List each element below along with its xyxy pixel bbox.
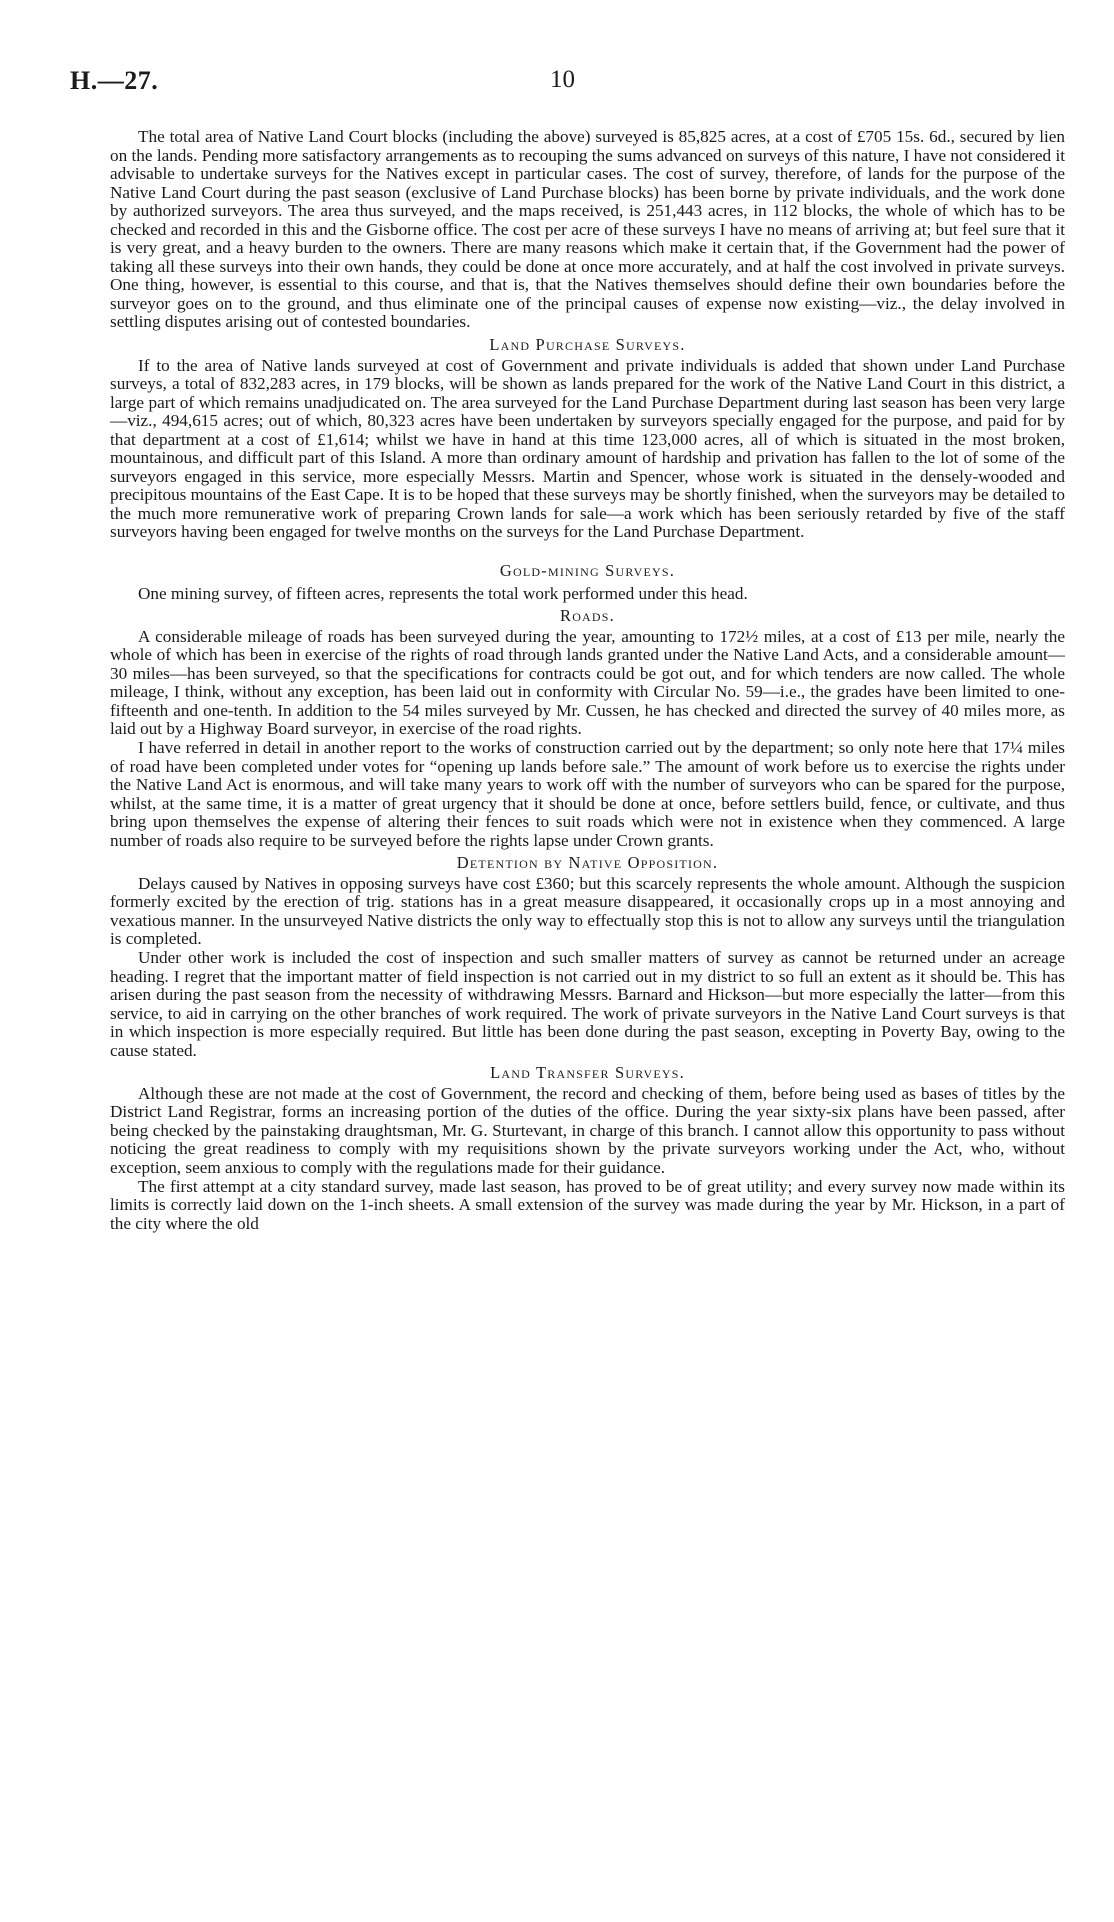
heading-roads: Roads. bbox=[559, 606, 615, 626]
paragraph-native-land-court: The total area of Native Land Court blocks (including the above) surveyed is 85,825 acres, at a cost of £705 15s. 6d., secured by lien on the lands. Pending more satisfactory arrangements as to recouping the sums advanced on surveys of this nature, I have not considered it advisable to undertake surveys for the Natives except in particular cases. The cost of survey, therefore, of lands for the purpose of the Native Land Court during the past season (exclusive of Land Purchase blocks) has been borne by private individuals, and the work done by authorized surveyors. The area thus surveyed, and the maps received, is 251,443 acres, in 112 blocks, the whole of which has to be checked and recorded in this and the Gisborne office. The cost per acre of these surveys I have no means of arriving at; but feel sure that it is very great, and a heavy burden to the owners. There are many reasons which make it certain that, if the Government had the power of taking all these surveys into their own hands, they could be done at once more accurately, and at half the cost involved in private surveys. One thing, however, is essential to this course, and that is, that the Natives themselves should define their own boundaries before the surveyor goes on to the ground, and thus eliminate one of the principal causes of expense now existing—viz., the delay involved in settling disputes arising out of contested boundaries. bbox=[110, 127, 1065, 332]
heading-land-transfer-surveys: Land Transfer Surveys. bbox=[490, 1063, 685, 1083]
page-number: 10 bbox=[550, 66, 575, 93]
paragraph-land-purchase: If to the area of Native lands surveyed at cost of Government and private individuals is added that shown under Land Purchase surveys, a total of 832,283 acres, in 179 blocks, will be shown as lands prepared for the work of the Native Land Court in this district, a large part of which remains unadjudicated on. The area surveyed for the Land Purchase Department during last season has been very large—viz., 494,615 acres; out of which, 80,323 acres have been undertaken by surveyors specially engaged for the purpose, and paid for by that department at a cost of £1,614; whilst we have in hand at this time 123,000 acres, all of which is situated in the most broken, mountainous, and difficult part of this Island. A more than ordinary amount of hardship and privation has fallen to the lot of some of the surveyors engaged in this service, more especially Messrs. Martin and Spencer, whose work is situated in the densely-wooded and precipitous mountains of the East Cape. It is to be hoped that these surveys may be shortly finished, when the surveyors may be detailed to the much more remunerative work of preparing Crown lands for sale—a work which has been seriously retarded by five of the staff surveyors having been engaged for twelve months on the surveys for the Land Purchase Department. bbox=[110, 355, 1065, 542]
paragraph-roads-construction: I have referred in detail in another report to the works of construction carried out by the department; so only note here that 17¼ miles of road have been completed under votes for “opening up lands before sale.” The amount of work before us to exercise the rights under the Native Land Act is enormous, and will take many years to work off with the number of surveyors who can be spared for the purpose, whilst, at the same time, it is a matter of great urgency that it should be done at once, before settlers build, fence, or cultivate, and thus bring upon themselves the expense of altering their fences to suit roads which were not in existence when they commenced. A large number of roads also require to be surveyed before the rights lapse under Crown grants. bbox=[110, 737, 1065, 850]
paragraph-land-transfer: Although these are not made at the cost of Government, the record and checking of them, before being used as bases of titles by the District Land Registrar, forms an increasing portion of the duties of the office. During the year sixty-six plans have been passed, after being checked by the painstaking draughtsman, Mr. G. Sturtevant, in charge of this branch. I cannot allow this opportunity to pass without noticing the great readiness to comply with my requisitions shown by the private surveyors working under the Act, who, without exception, seem anxious to comply with the regulations made for their guidance. bbox=[110, 1083, 1065, 1177]
heading-detention-by-native-opposition: Detention by Native Opposition. bbox=[456, 853, 719, 873]
paragraph-other-work: Under other work is included the cost of inspection and such smaller matters of survey as cannot be returned under an acreage heading. I regret that the important matter of field inspection is not carried out in my district to so full an extent as it should be. This has arisen during the past season from the necessity of withdrawing Messrs. Barnard and Hickson—but more especially the latter—from this service, to aid in carrying on the other branches of work required. The work of private surveyors in the Native Land Court surveys is that in which inspection is more especially required. But little has been done during the past season, excepting in Poverty Bay, owing to the cause stated. bbox=[110, 947, 1065, 1060]
paragraph-gold-mining: One mining survey, of fifteen acres, represents the total work performed under this head. bbox=[138, 583, 748, 603]
paragraph-city-standard-survey: The first attempt at a city standard survey, made last season, has proved to be of great utility; and every survey now made within its limits is correctly laid down on the 1-inch sheets. A small extension of the survey was made during the year by Mr. Hickson, in a part of the city where the old bbox=[110, 1176, 1065, 1233]
paragraph-native-opposition: Delays caused by Natives in opposing surveys have cost £360; but this scarcely represents the whole amount. Although the suspicion formerly excited by the erection of trig. stations has in a great measure disappeared, it occasionally crops up in a most annoying and vexatious manner. In the unsurveyed Native districts the only way to effectually stop this is not to allow any surveys until the triangulation is completed. bbox=[110, 873, 1065, 949]
heading-land-purchase-surveys: Land Purchase Surveys. bbox=[489, 335, 686, 355]
document-body bbox=[110, 128, 1065, 1233]
page-header bbox=[70, 66, 1070, 106]
paragraph-roads-mileage: A considerable mileage of roads has been surveyed during the year, amounting to 172½ miles, at a cost of £13 per mile, nearly the whole of which has been in exercise of the rights of road through lands granted under the Native Land Acts, and a considerable amount—30 miles—has been surveyed, so that the specifications for contracts could be got out, and for which tenders are now called. The whole mileage, I think, without any exception, has been laid out in conformity with Circular No. 59—i.e., the grades have been limited to one-fifteenth and one-tenth. In addition to the 54 miles surveyed by Mr. Cussen, he has checked and directed the survey of 40 miles more, as laid out by a Highway Board surveyor, in exercise of the road rights. bbox=[110, 626, 1065, 739]
heading-gold-mining-surveys: Gold-mining Surveys. bbox=[499, 561, 676, 581]
page-reference: H.—27. bbox=[70, 66, 159, 95]
